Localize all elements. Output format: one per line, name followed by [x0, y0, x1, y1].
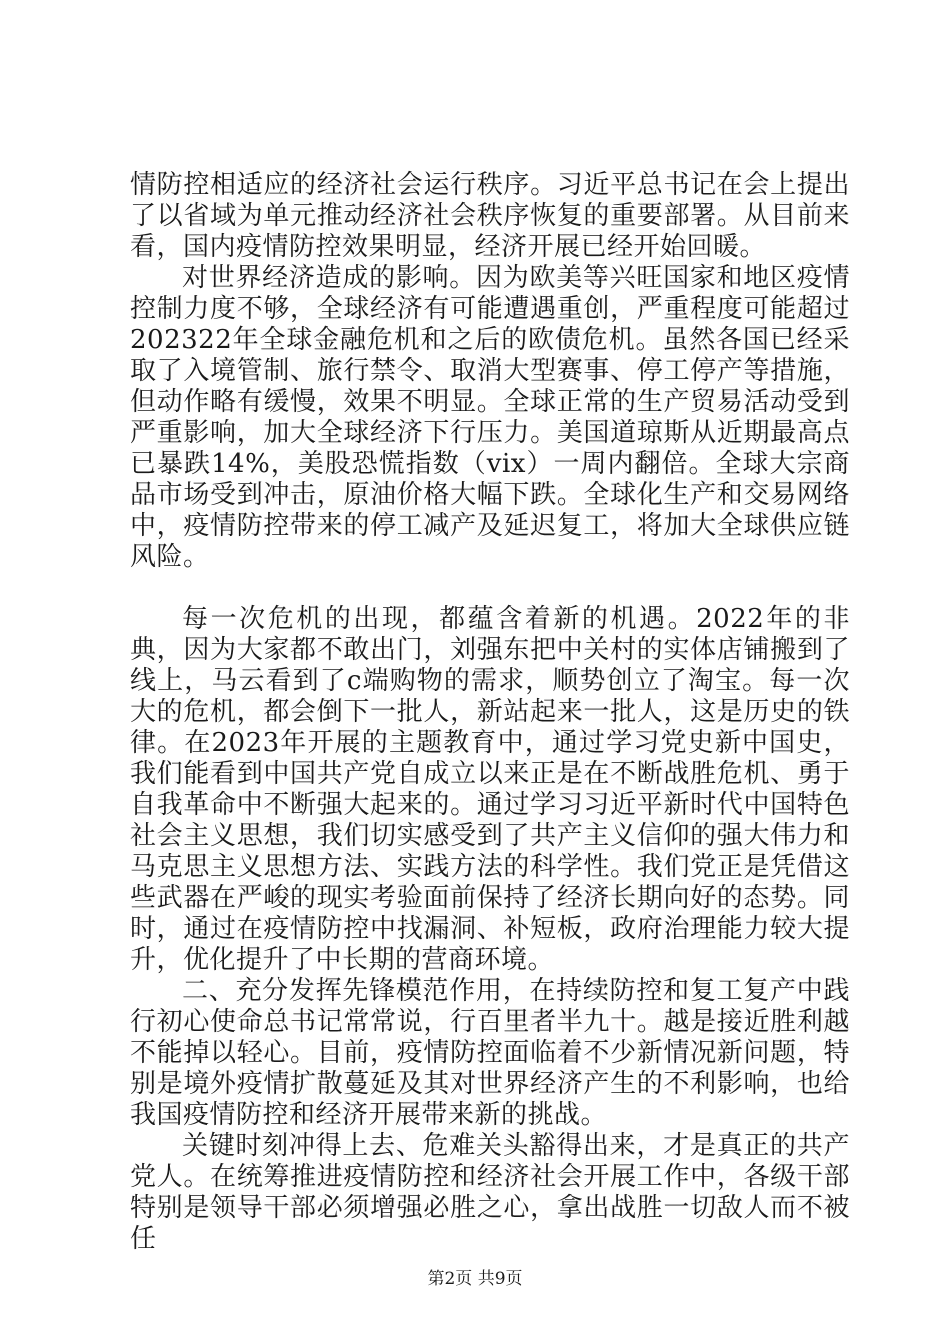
paragraph-world-economy: 对世界经济造成的影响。因为欧美等兴旺国家和地区疫情控制力度不够，全球经济有可能遭遇重创，严重程度可能超过202322年全球金融危机和之后的欧债危机。虽然各国已经采取了入境管制、旅行禁令、取消大型赛事、停工停产等措施，但动作略有缓慢，效果不明显。全球正常的生产贸易活动受到严重影响，加大全球经济下行压力。美国道琼斯从近期最高点已暴跌14%，美股恐慌指数（vix）一周内翻倍。全球大宗商品市场受到冲击，原油价格大幅下跌。全球化生产和交易网络中，疫情防控带来的停工减产及延迟复工，将加大全球供应链风险。	[130, 263, 850, 572]
paragraph-key-moment: 关键时刻冲得上去、危难关头豁得出来，才是真正的共产党人。在统筹推进疫情防控和经济社会开展工作中，各级干部特别是领导干部必须增强必胜之心，拿出战胜一切敌人而不被任	[130, 1131, 850, 1254]
page-number-footer: 第2页 共9页	[427, 1269, 523, 1289]
paragraph-crisis-opportunity: 每一次危机的出现，都蕴含着新的机遇。2022年的非典，因为大家都不敢出门，刘强东把中关村的实体店铺搬到了线上，马云看到了c端购物的需求，顺势创立了淘宝。每一次大的危机，都会倒下一批人，新站起来一批人，这是历史的铁律。在2023年开展的主题教育中，通过学习党史新中国史，我们能看到中国共产党自成立以来正是在不断战胜危机、勇于自我革命中不断强大起来的。通过学习习近平新时代中国特色社会主义思想，我们切实感受到了共产主义信仰的强大伟力和马克思主义思想方法、实践方法的科学性。我们党正是凭借这些武器在严峻的现实考验面前保持了经济长期向好的态势。同时，通过在疫情防控中找漏洞、补短板，政府治理能力较大提升，优化提升了中长期的营商环境。	[130, 604, 850, 975]
document-body	[130, 170, 850, 1255]
paragraph-section-two: 二、充分发挥先锋模范作用，在持续防控和复工复产中践行初心使命总书记常常说，行百里者半九十。越是接近胜利越不能掉以轻心。目前，疫情防控面临着不少新情况新问题，特别是境外疫情扩散蔓延及其对世界经济产生的不利影响，也给我国疫情防控和经济开展带来新的挑战。	[130, 976, 850, 1130]
paragraph-continuation: 情防控相适应的经济社会运行秩序。习近平总书记在会上提出了以省域为单元推动经济社会秩序恢复的重要部署。从目前来看，国内疫情防控效果明显，经济开展已经开始回暖。	[130, 170, 850, 262]
